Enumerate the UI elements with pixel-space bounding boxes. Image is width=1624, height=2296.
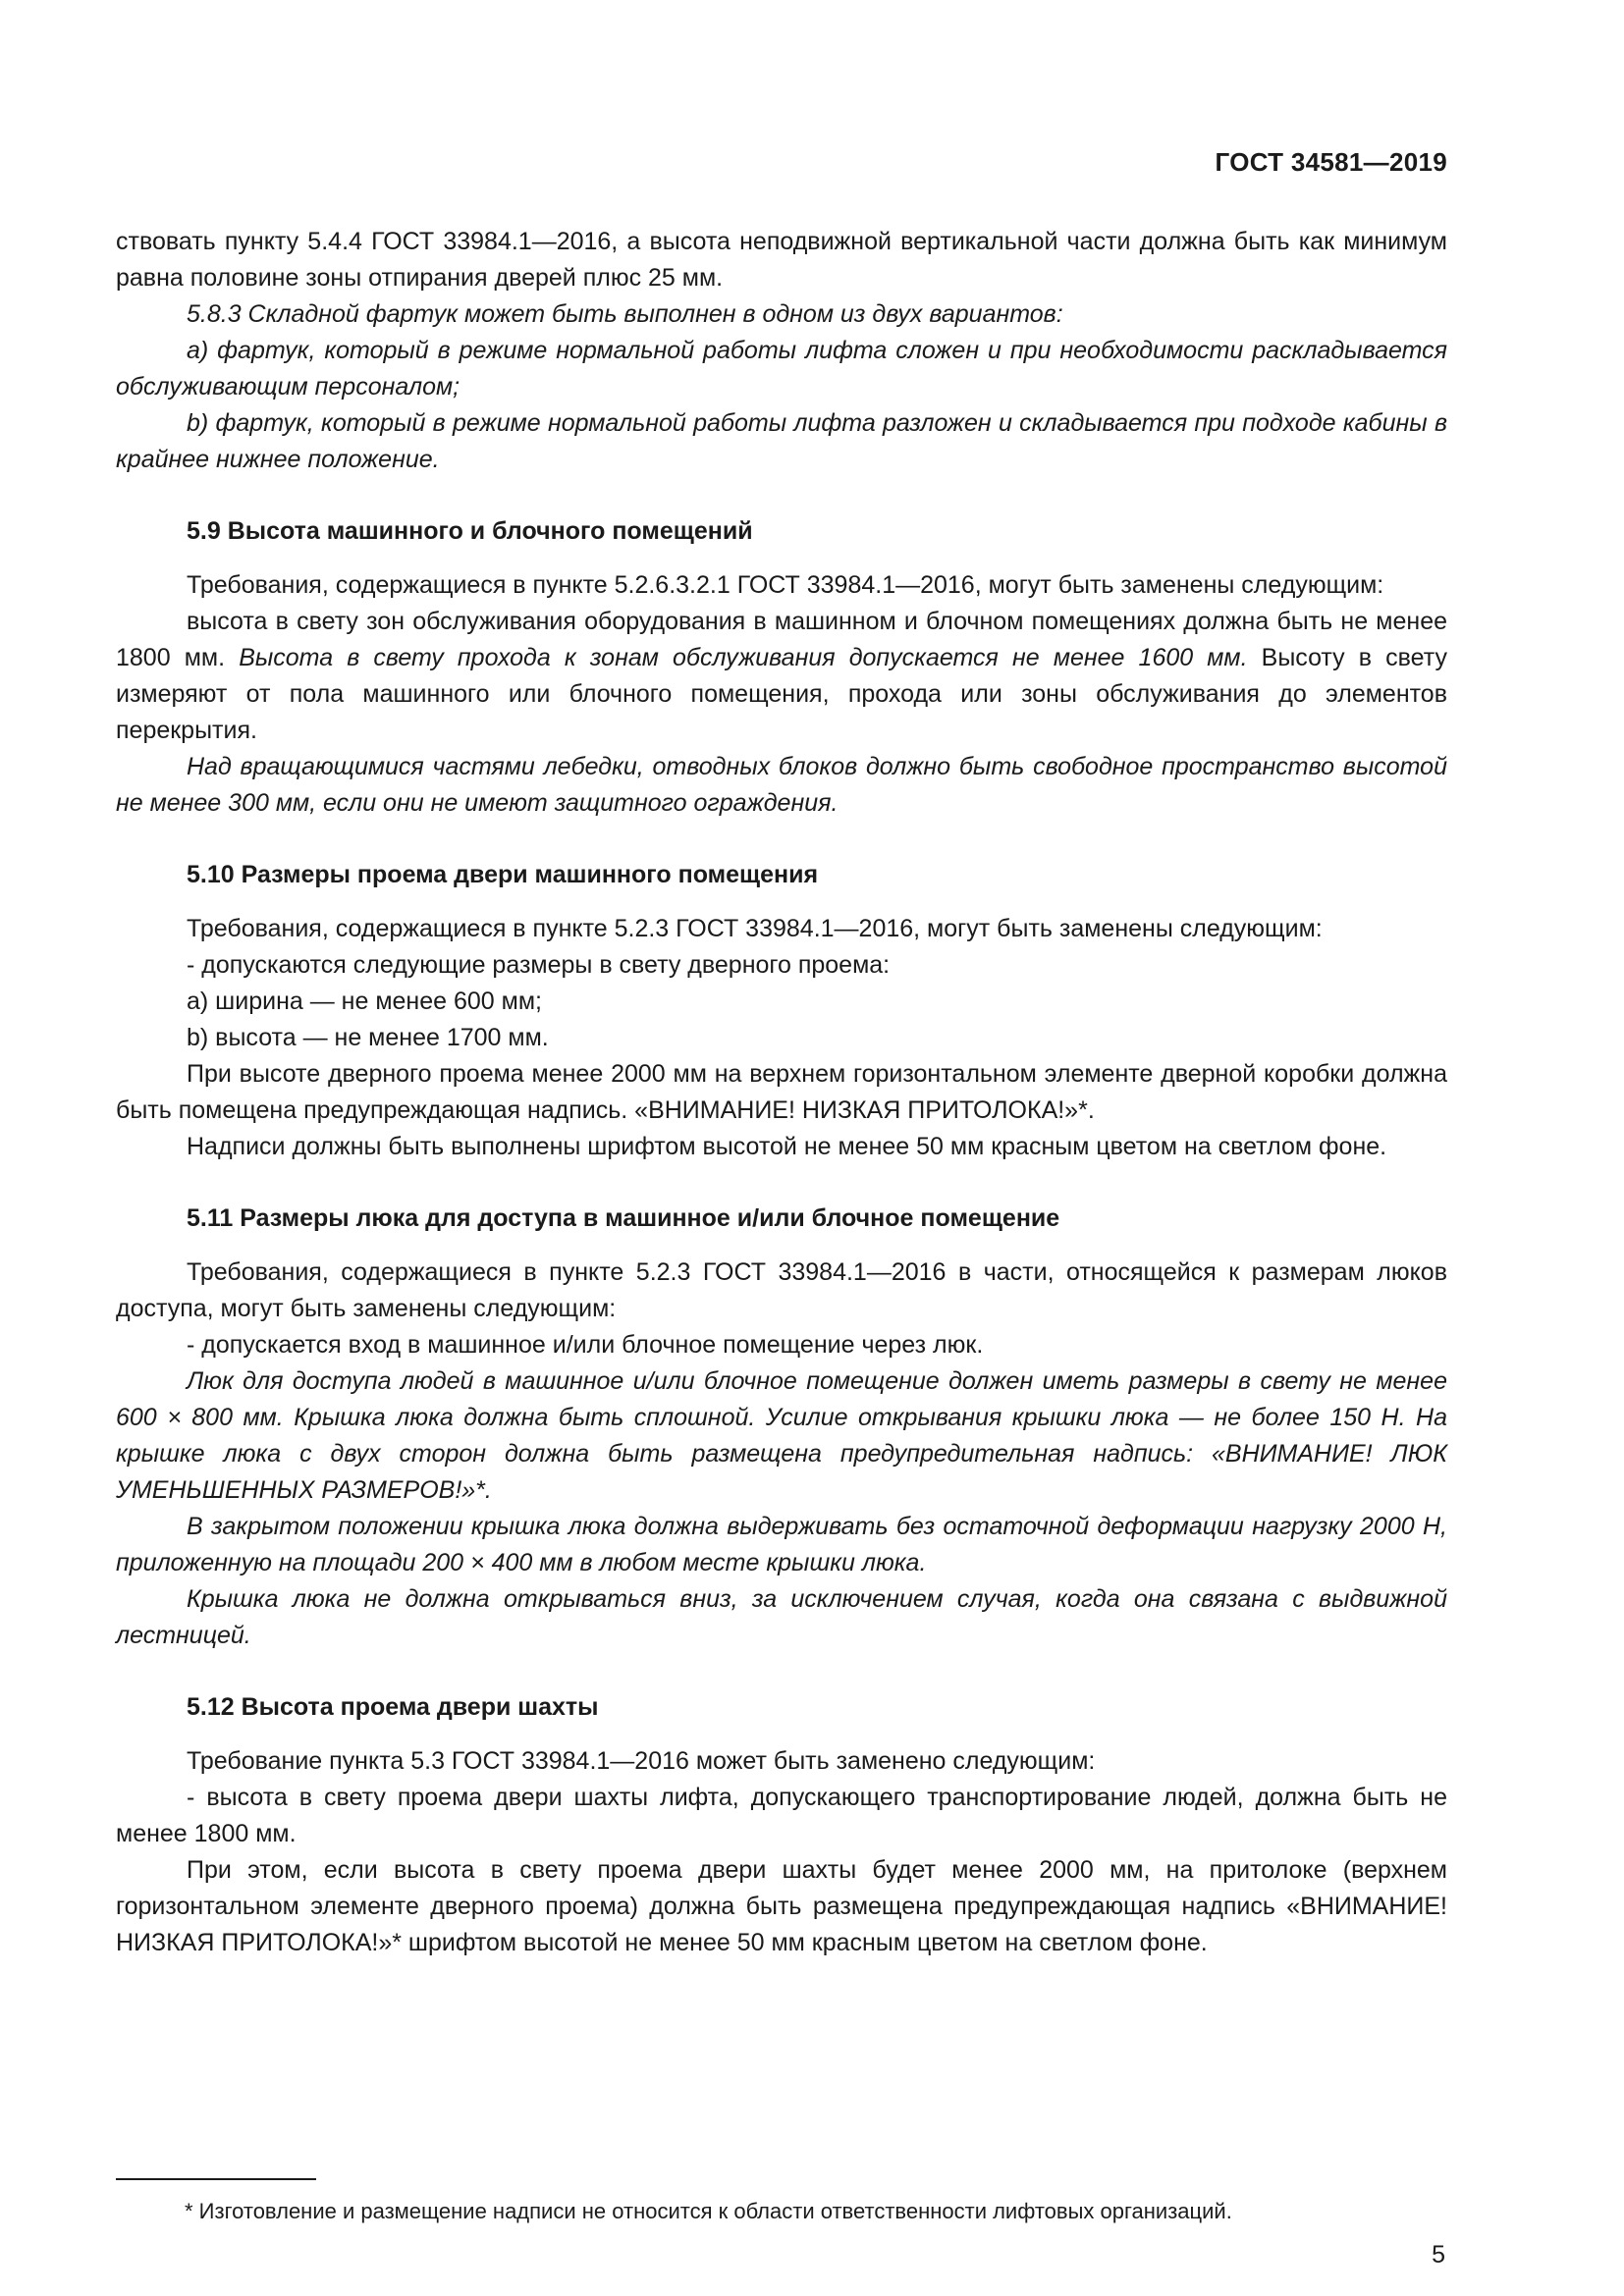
list-item-b: b) высота — не менее 1700 мм. (187, 1024, 549, 1051)
list-item-b: b) фартук, который в режиме нормальной работы лифта разложен и складывается при подходе кабины в крайнее нижнее положение. (116, 409, 1447, 473)
footnote-divider (116, 2178, 316, 2180)
paragraph: Требования, содержащиеся в пункте 5.2.3 ГОСТ 33984.1—2016 в части, относящейся к размерам люков доступа, могут быть заменены следующим: (116, 1258, 1447, 1322)
list-item: - допускаются следующие размеры в свету дверного проема: (187, 951, 891, 979)
text-span: высота в свету зон обслуживания оборудования в машинном и блочном помещениях должна быть не менее 1800 мм. (116, 608, 1447, 671)
section-heading-5-12: 5.12 Высота проема двери шахты (187, 1693, 599, 1721)
paragraph: При высоте дверного проема менее 2000 мм на верхнем горизонтальном элементе дверной коробки должна быть помещена предупреждающая надпись. «ВНИМАНИЕ! НИЗКАЯ ПРИТОЛОКА!»*. (116, 1060, 1447, 1124)
paragraph: Требования, содержащиеся в пункте 5.2.3 ГОСТ 33984.1—2016, могут быть заменены следующим: (187, 915, 1323, 942)
document-id-header: ГОСТ 34581—2019 (1215, 147, 1447, 177)
paragraph (116, 604, 1447, 749)
document-body (116, 224, 1447, 1961)
paragraph: Крышка люка не должна открываться вниз, за исключением случая, когда она связана с выдвижной лестницей. (116, 1585, 1447, 1649)
section-heading-5-11: 5.11 Размеры люка для доступа в машинное и/или блочное помещение (187, 1204, 1060, 1232)
paragraph-5-8-3: 5.8.3 Складной фартук может быть выполнен в одном из двух вариантов: (187, 300, 1063, 328)
paragraph-continuation: ствовать пункту 5.4.4 ГОСТ 33984.1—2016, а высота неподвижной вертикальной части должна быть как минимум равна половине зоны отпирания дверей плюс 25 мм. (116, 228, 1447, 292)
list-item: - допускается вход в машинное и/или блочное помещение через люк. (187, 1331, 984, 1359)
footnote: * Изготовление и размещение надписи не относится к области ответственности лифтовых организаций. (185, 2199, 1232, 2223)
paragraph: Над вращающимися частями лебедки, отводных блоков должно быть свободное пространство высотой не менее 300 мм, если они не имеют защитного ограждения. (116, 753, 1447, 817)
list-item: - высота в свету проема двери шахты лифта, допускающего транспортирование людей, должна быть не менее 1800 мм. (116, 1784, 1447, 1847)
paragraph: При этом, если высота в свету проема двери шахты будет менее 2000 мм, на притолоке (верхнем горизонтальном элементе дверного проема) должна быть размещена предупреждающая надпись «ВНИМАНИЕ! НИЗКАЯ ПРИТОЛОКА!»* шрифтом высотой не менее 50 мм красным цветом на светлом фоне. (116, 1856, 1447, 1956)
list-item-a: а) фартук, который в режиме нормальной работы лифта сложен и при необходимости раскладывается обслуживающим персоналом; (116, 337, 1447, 400)
section-heading-5-10: 5.10 Размеры проема двери машинного помещения (187, 861, 819, 888)
section-heading-5-9: 5.9 Высота машинного и блочного помещений (187, 517, 753, 545)
paragraph: Люк для доступа людей в машинное и/или блочное помещение должен иметь размеры в свету не менее 600 × 800 мм. Крышка люка должна быть сплошной. Усилие открывания крышки люка — не более 150 Н. На крышке люка с двух сторон должна быть размещена предупредительная надпись: «ВНИМАНИЕ! ЛЮК УМЕНЬШЕННЫХ РАЗМЕРОВ!»*. (116, 1367, 1447, 1504)
paragraph: Требования, содержащиеся в пункте 5.2.6.3.2.1 ГОСТ 33984.1—2016, могут быть заменены следующим: (187, 571, 1384, 599)
list-item-a: а) ширина — не менее 600 мм; (187, 988, 542, 1015)
text-span-italic: Высота в свету прохода к зонам обслуживания допускается не менее 1600 мм. (239, 644, 1248, 671)
page-number: 5 (1432, 2241, 1445, 2269)
paragraph: В закрытом положении крышка люка должна выдерживать без остаточной деформации нагрузку 2000 Н, приложенную на площади 200 × 400 мм в любом месте крышки люка. (116, 1513, 1447, 1576)
text-span: Высоту в свету измеряют от пола машинного или блочного помещения, прохода или зоны обслуживания до элементов перекрытия. (116, 644, 1447, 744)
paragraph: Требование пункта 5.3 ГОСТ 33984.1—2016 может быть заменено следующим: (187, 1747, 1096, 1775)
paragraph: Надписи должны быть выполнены шрифтом высотой не менее 50 мм красным цветом на светлом фоне. (187, 1133, 1387, 1160)
